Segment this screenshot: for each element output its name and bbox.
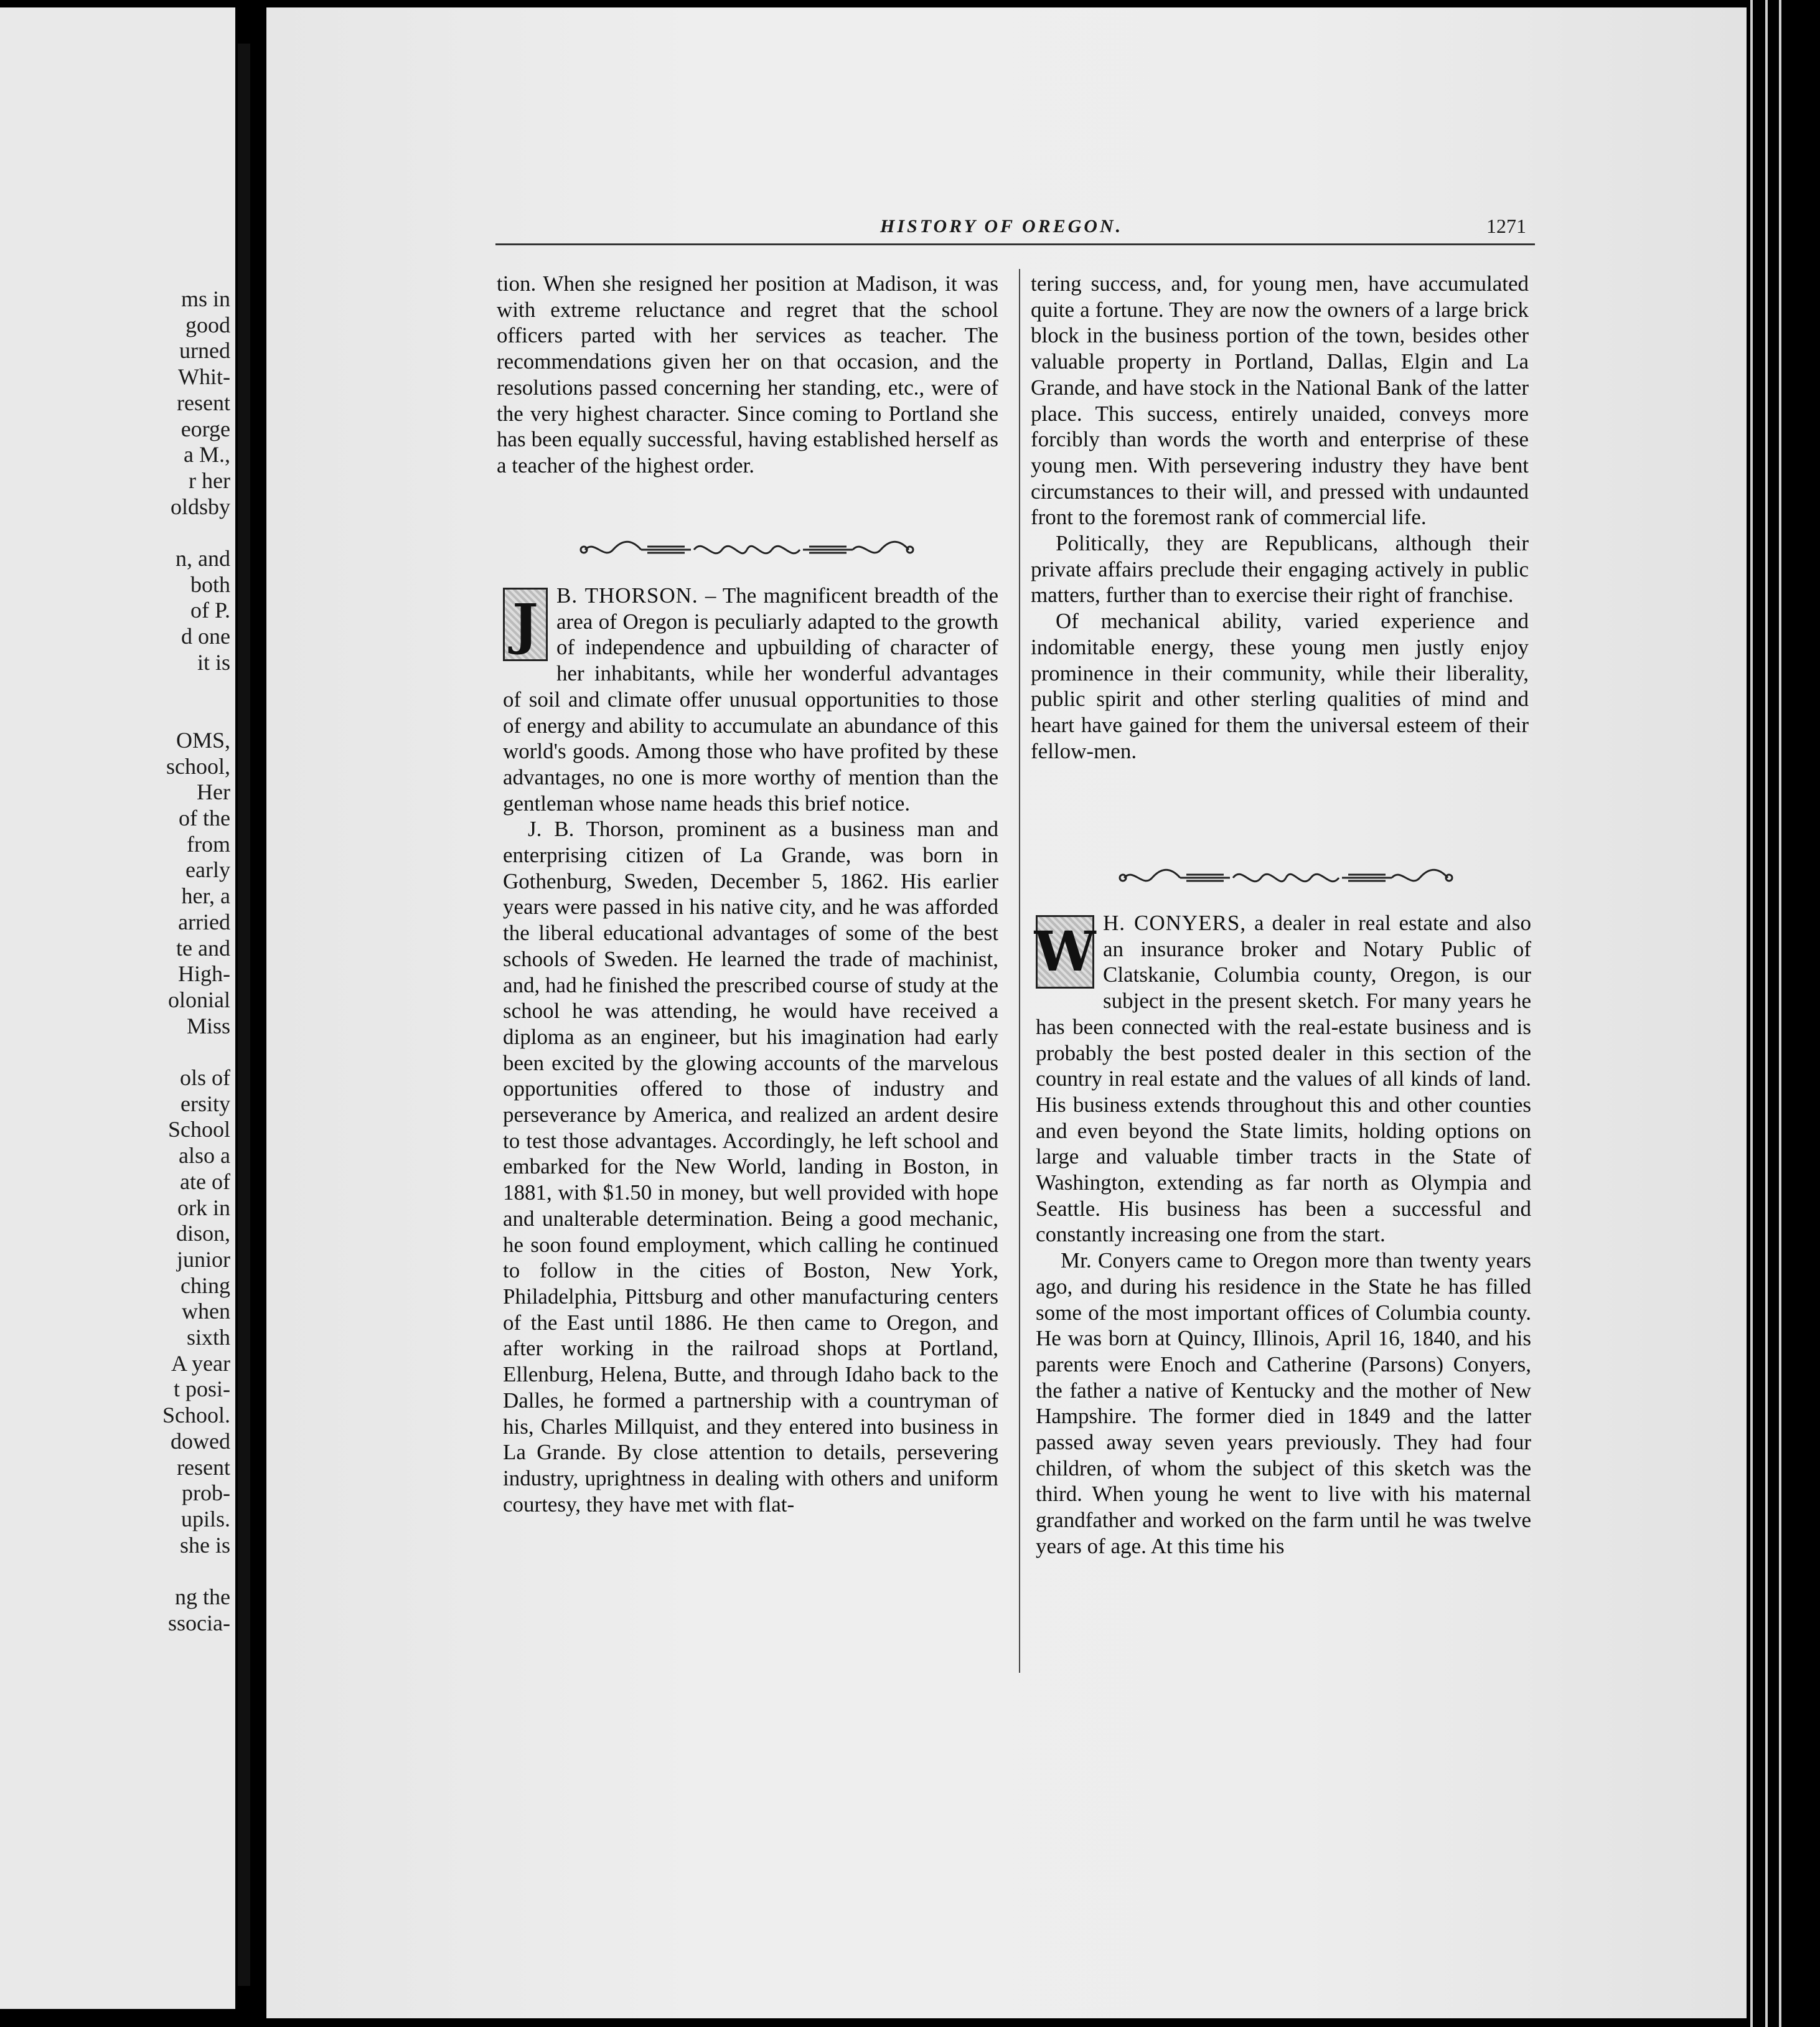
left-page-line-fragment: ork in xyxy=(177,1195,230,1220)
left-page-line-fragment: both xyxy=(190,571,230,597)
left-page-line-fragment: ms in xyxy=(181,286,230,311)
left-column-top xyxy=(497,271,998,479)
left-page-line-fragment: t posi- xyxy=(173,1376,230,1402)
left-page-line-fragment: High- xyxy=(178,961,230,987)
page-edge-line xyxy=(1765,0,1768,2027)
left-page-line-fragment: ssocia- xyxy=(168,1610,230,1635)
right-column-conyers xyxy=(1036,910,1531,1559)
left-page-line-fragment: ols of xyxy=(180,1065,230,1090)
left-page-line-fragment: from xyxy=(187,831,230,857)
thorson-politics: Politically, they are Republicans, although their private affairs preclude their engaging actively in public matters, further than to exercise their right of franchise. xyxy=(1031,531,1529,608)
page-edge-line xyxy=(1750,0,1753,2027)
left-page-line-fragment: arried xyxy=(178,909,230,934)
conyers-dropcap: W xyxy=(1036,915,1094,989)
left-page-line-fragment: her, a xyxy=(181,883,230,909)
ornament-icon xyxy=(579,534,915,565)
conyers-name: H. CONYERS, xyxy=(1103,911,1247,935)
left-page-line-fragment: of P. xyxy=(190,598,230,623)
thorson-dropcap: J xyxy=(503,588,548,661)
conyers-intro-text: a dealer in real estate and also an insurance broker and Notary Public of Clatskanie, Columbia county, Oregon, is our subject in the present sketch. For many years he has been connected with the real-estate business and is probably the best posted dealer in this section of the country in real estate and the values of all kinds of land. His business extends throughout this and other counties and even beyond the State limits, holding options on large and valuable timber tracts in the State of Washington, extending as far north as Olympia and Seattle. His business has been a successful and constantly increasing one from the start. xyxy=(1036,911,1532,1247)
column-rule xyxy=(1019,269,1020,1673)
book-gutter xyxy=(238,44,250,1986)
left-page-line-fragment: junior xyxy=(177,1246,230,1272)
left-page-line-fragment: ersity xyxy=(181,1091,230,1116)
left-page-line-fragment: Her xyxy=(197,779,230,805)
right-column-top xyxy=(1031,271,1529,764)
left-page-line-fragment: urned xyxy=(179,338,230,364)
ornament-divider xyxy=(1118,862,1454,893)
left-page-line-fragment: good xyxy=(185,312,230,337)
left-page-line-fragment: ching xyxy=(181,1272,230,1298)
thorson-body: J. B. Thorson, prominent as a business man and enterprising citizen of La Grande, was born in Gothenburg, Sweden, December 5, 1862. His earlier years were passed in his native city, and he was afforded the liberal educational advantages of some of the best schools of Sweden. He learned the trade of machinist, and, had he finished the prescribed course of study at the school he was attending, he would have received a diploma as an engineer, but his imagination had early been excited by the glowing accounts of the marvelous opportunities offered to those of industry and perseverance by America, and realized an ardent desire to test those advantages. Accordingly, he left school and embarked for the New World, landing in Boston, in 1881, with $1.50 in money, but well provided with hope and unalterable determination. Being a good mechanic, he soon found employment, which calling he continued to follow in the cities of Boston, New York, Philadelphia, Pittsburg and other manufacturing centers of the East until 1886. He then came to Oregon, and after working in the railroad shops at Portland, Ellenburg, Helena, Butte, and through Idaho back to the Dalles, he formed a partnership with a countryman of his, Charles Millquist, and they entered into business in La Grande. By close attention to details, persevering industry, uprightness in dealing with others and uniform courtesy, they have met with flat- xyxy=(503,817,998,1517)
page-number: 1271 xyxy=(1486,215,1526,237)
left-page-line-fragment: olonial xyxy=(168,987,230,1012)
left-page-line-fragment: School. xyxy=(162,1403,230,1428)
ornament-divider xyxy=(579,534,915,565)
page-edge-line xyxy=(1779,0,1781,2027)
left-page-line-fragment: prob- xyxy=(182,1480,230,1506)
left-page-line-fragment: n, and xyxy=(176,546,230,571)
left-page-line-fragment: resent xyxy=(177,390,230,415)
left-page-line-fragment: ate of xyxy=(180,1169,230,1194)
left-page-line-fragment: it is xyxy=(197,649,230,675)
left-page-line-fragment: A year xyxy=(171,1350,230,1376)
left-page-line-fragment: of the xyxy=(179,806,230,830)
left-page-line-fragment: ng the xyxy=(175,1584,230,1609)
left-page-line-fragment: dowed xyxy=(171,1428,230,1454)
thorson-name: B. THORSON. xyxy=(556,583,698,608)
thorson-intro-text: – The magnificent breadth of the area of Oregon is peculiarly adapted to the growth of independence and upbuilding of character of her inhabitants, while her wonderful advantages of soil and climate offer unusual opportunities to those of energy and ability to accumulate an abundance of this world's goods. Among those who have profited by these advantages, no one is more worthy of mention than the gentleman whose name heads this brief notice. xyxy=(503,583,998,816)
left-page-line-fragment: resent xyxy=(177,1454,230,1480)
left-page-line-fragment: when xyxy=(182,1299,230,1324)
left-page-line-fragment: also a xyxy=(179,1143,230,1169)
left-page-line-fragment: early xyxy=(185,857,230,883)
left-page-line-fragment: Miss xyxy=(186,1013,230,1038)
left-page-line-fragment: eorge xyxy=(181,416,230,441)
left-page-line-fragment: she is xyxy=(180,1532,230,1558)
left-page-line-fragment: oldsby xyxy=(170,494,230,519)
thorson-closing: Of mechanical ability, varied experience and indomitable energy, these young men justly enjoy prominence in their community, while their liberality, public spirit and other sterling qualities of mind and heart have gained for them the universal esteem of their fellow-men. xyxy=(1031,609,1529,763)
continuation-paragraph: tion. When she resigned her position at Madison, it was with extreme reluctance and regret that the school officers parted with her services as teacher. The recommendations given her on that occasion, and the resolutions passed concerning her standing, etc., were of the very highest character. Since coming to Portland she has been equally successful, having established herself as a teacher of the highest order. xyxy=(497,271,998,477)
left-page-line-fragment: te and xyxy=(176,935,230,961)
left-page-line-fragment: school, xyxy=(166,753,230,779)
left-page-line-fragment: sixth xyxy=(186,1325,230,1350)
left-page-line-fragment: upils. xyxy=(181,1506,230,1531)
left-page-line-fragment: r her xyxy=(189,468,230,493)
ornament-icon xyxy=(1118,862,1454,893)
left-page-line-fragment: Whit- xyxy=(178,364,230,390)
left-column-thorson xyxy=(503,583,998,1517)
thorson-intro xyxy=(503,583,998,816)
left-page-line-fragment: OMS, xyxy=(176,727,230,753)
conyers-intro xyxy=(1036,910,1531,1248)
previous-page-fragment xyxy=(0,7,235,2009)
left-page-line-fragment: dison, xyxy=(176,1221,230,1246)
thorson-continuation: tering success, and, for young men, have accumulated quite a fortune. They are now the owners of a large brick block in the business portion of the town, besides other valuable property in Portland, Dallas, Elgin and La Grande, and have stock in the National Bank of the latter place. This success, entirely unaided, conveys more forcibly than words the worth and enterprise of these young men. With persevering industry they have bent circumstances to their will, and pressed with undaunted front to the foremost rank of commercial life. xyxy=(1031,271,1529,530)
left-page-line-fragment: d one xyxy=(181,624,230,649)
left-page-line-fragment: a M., xyxy=(184,442,230,468)
conyers-body: Mr. Conyers came to Oregon more than twenty years ago, and during his residence in the State he has filled some of the most important offices of Columbia county. He was born at Quincy, Illinois, April 16, 1840, and his parents were Enoch and Catherine (Parsons) Conyers, the father a native of Kentucky and the mother of New Hampshire. The former died in 1849 and the latter passed away seven years previously. They had four children, of whom the subject of this sketch was the third. When young he went to live with his maternal grandfather and worked on the farm until he was twelve years of age. At this time his xyxy=(1036,1248,1531,1558)
left-page-line-fragment: School xyxy=(167,1117,230,1142)
running-head: HISTORY OF OREGON. xyxy=(880,216,1123,237)
header-rule xyxy=(495,243,1535,245)
